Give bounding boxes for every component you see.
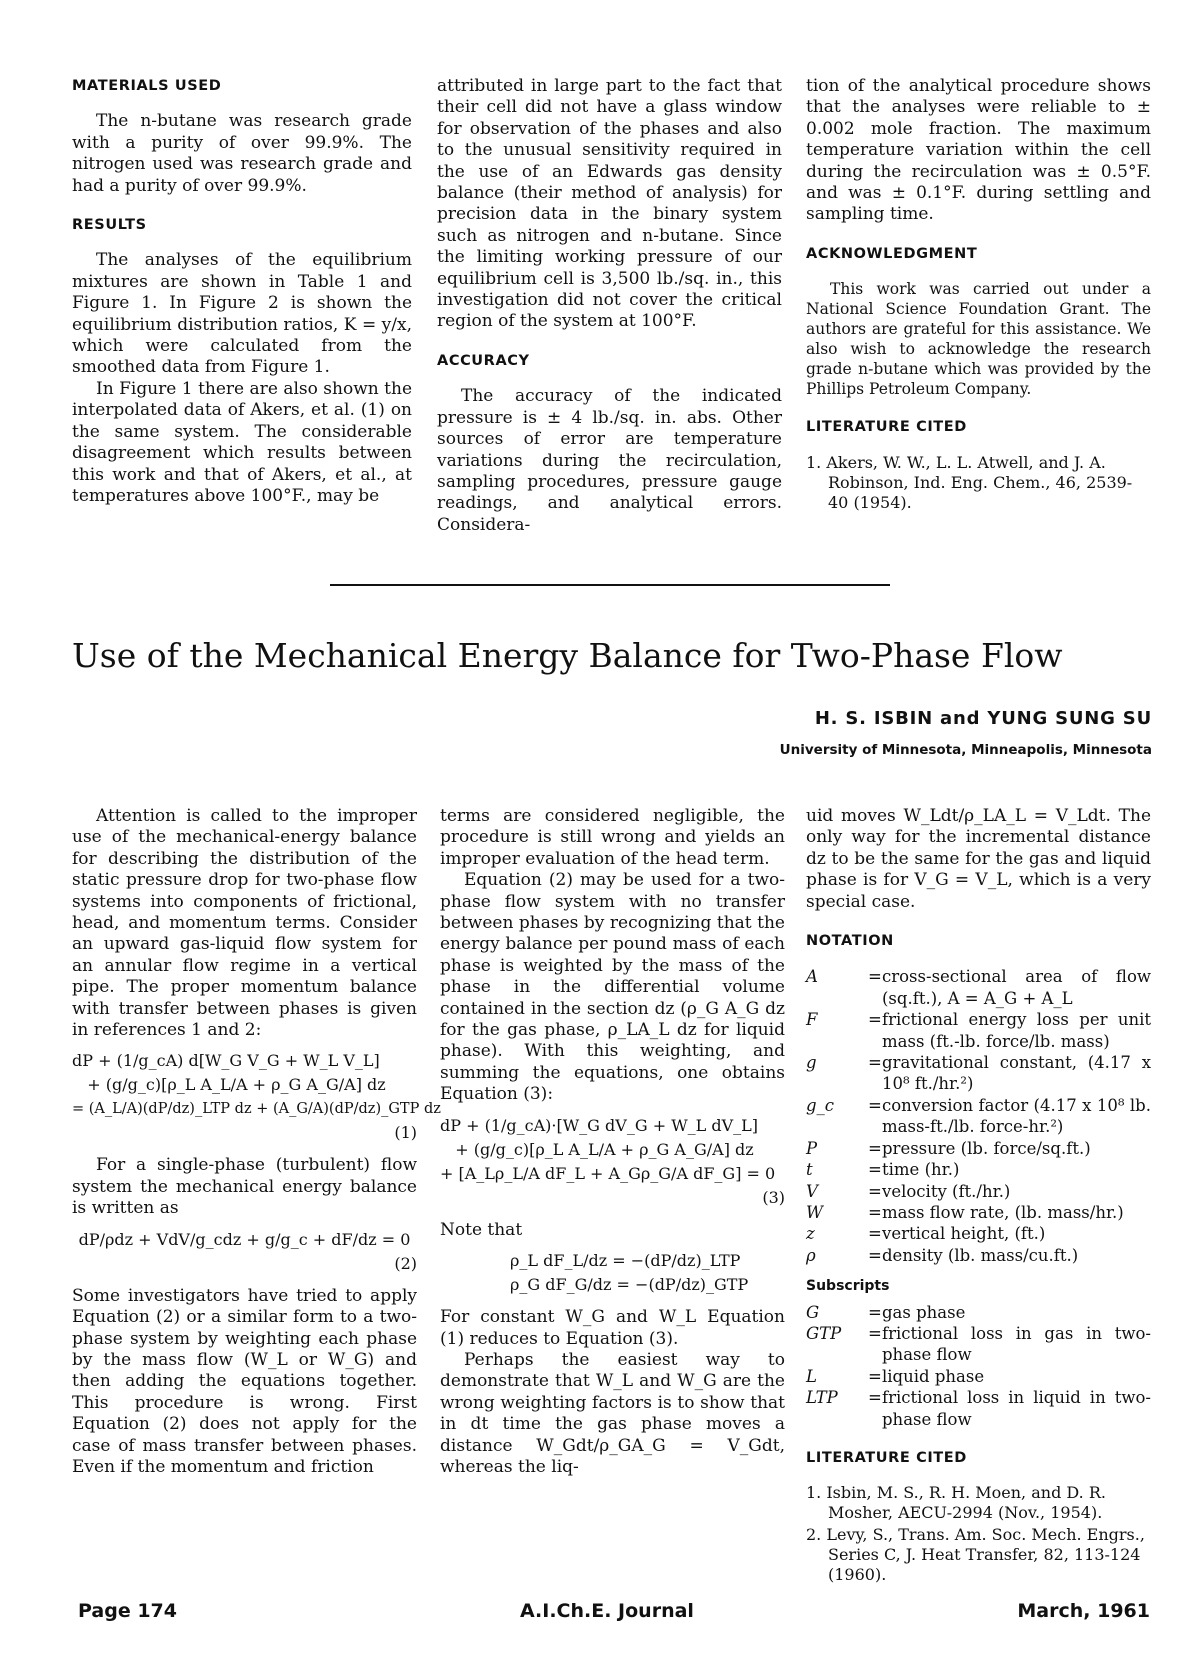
literature-cited-heading-top: LITERATURE CITED <box>806 419 967 436</box>
bottom-column-1 <box>72 806 441 1478</box>
notation-row <box>806 1159 1151 1180</box>
equals-sign: = <box>868 1323 882 1343</box>
equals-sign: = <box>868 1366 882 1386</box>
notation-symbol: W <box>806 1202 823 1222</box>
notation-row <box>806 1223 1151 1244</box>
equation-2-line: dP/ρdz + VdV/g_cdz + g/g_c + dF/dz = 0 <box>78 1229 411 1249</box>
top-col3-paragraph: tion of the analytical procedure shows that the analyses were reliable to ± 0.002 mole fraction. The maximum temperature variation within the cell during the recirculation was ± 0.5°F. and was ± 0.1°F. during settling and sampling time. <box>806 76 1151 225</box>
subscript-row <box>806 1387 1151 1430</box>
equation-3 <box>440 1114 785 1210</box>
equation-1-line-1: dP + (1/g_cA) d[W_G V_G + W_L V_L] <box>72 1051 380 1071</box>
equals-sign: = <box>868 1138 882 1158</box>
notation-symbol: A <box>806 967 818 987</box>
notation-symbol: GTP <box>806 1323 842 1343</box>
equation-3-line-1: dP + (1/g_cA)·[W_G dV_G + W_L dV_L] <box>440 1115 759 1135</box>
equation-3-line-2: + (g/g_c)[ρ_L A_L/A + ρ_G A_G/A] dz <box>440 1139 754 1159</box>
col2-paragraph-2: Equation (2) may be used for a two-phase flow system with no transfer between phases by recognizing that the energy balance per pound mass of each phase is weighted by the mass of the phase in the differential volume contained in the section dz (ρ_G A_G dz for the gas phase, ρ_LA_L dz for liquid phase). With this weighting, and summing the equations, one obtains Equation (3): <box>440 870 785 1105</box>
notation-definition: cross-sectional area of flow (sq.ft.), A = A_G + A_L <box>882 967 1151 1008</box>
notation-definition: density (lb. mass/cu.ft.) <box>882 1245 1079 1265</box>
top-col2-paragraph: attributed in large part to the fact that their cell did not have a glass window for observation of the phases and also to the unusual sensitivity required in the use of an Edwards gas density balance (their method of analysis) for precision data in the binary system such as nitrogen and n-butane. Since the limiting working pressure of our equilibrium cell is 3,500 lb./sq. in., this investigation did not cover the critical region of the system at 100°F. <box>437 76 782 332</box>
notation-row <box>806 1138 1151 1159</box>
notation-definition: frictional loss in gas in two-phase flow <box>882 1323 1151 1365</box>
equation-1 <box>72 1049 441 1145</box>
accuracy-heading: ACCURACY <box>437 352 530 369</box>
intro-paragraph: Attention is called to the improper use of the mechanical-energy balance for describing the distribution of the static pressure drop for two-phase flow systems into components of frictional, head, and momentum terms. Consider an upward gas-liquid flow system for an annular flow regime in a vertical pipe. The proper momentum balance with transfer between phases is given in references 1 and 2: <box>72 806 417 1041</box>
notation-symbol: g_c <box>806 1095 835 1115</box>
equals-sign: = <box>868 1160 882 1180</box>
notation-row <box>806 1095 1151 1138</box>
acknowledgment-heading: ACKNOWLEDGMENT <box>806 245 978 262</box>
results-paragraph-1: The analyses of the equilibrium mixtures are shown in Table 1 and Figure 1. In Figure 2 is shown the equilibrium distribution ratios, K = y/x, which were calculated from the smoothed data from Figure 1. <box>72 250 412 378</box>
notation-symbol: L <box>806 1366 817 1386</box>
equation-1-line-2: + (g/g_c)[ρ_L A_L/A + ρ_G A_G/A] dz <box>72 1075 386 1095</box>
equation-1-line-3: = (A_L/A)(dP/dz)_LTP dz + (A_G/A)(dP/dz)_GTP dz <box>72 1101 441 1118</box>
subscript-row <box>806 1302 1151 1323</box>
notation-symbol: ρ <box>806 1245 816 1265</box>
notation-definition: velocity (ft./hr.) <box>882 1181 1011 1201</box>
notation-row <box>806 1052 1151 1095</box>
reference-list-bottom <box>806 1483 1151 1585</box>
equation-2 <box>72 1228 417 1276</box>
article-affiliation: University of Minnesota, Minneapolis, Minnesota <box>779 742 1152 758</box>
notation-definition: frictional energy loss per unit mass (ft.-lb. force/lb. mass) <box>882 1010 1151 1051</box>
equation-1-number: (1) <box>394 1123 417 1143</box>
reference-item: 1. Akers, W. W., L. L. Atwell, and J. A. Robinson, Ind. Eng. Chem., 46, 2539-40 (1954). <box>806 452 1133 512</box>
notation-symbol: z <box>806 1224 815 1244</box>
top-column-1 <box>72 76 412 507</box>
section-divider <box>330 584 890 586</box>
notation-definition: pressure (lb. force/sq.ft.) <box>882 1138 1091 1158</box>
col3-paragraph-1: uid moves W_Ldt/ρ_LA_L = V_Ldt. The only way for the incremental distance dz to be the same for the gas and liquid phase is for V_G = V_L, which is a very special case. <box>806 806 1151 912</box>
subscripts-table <box>806 1302 1151 1430</box>
equals-sign: = <box>868 1053 882 1073</box>
notation-definition: vertical height, (ft.) <box>882 1224 1046 1244</box>
equation-3-line-3: + [A_Lρ_L/A dF_L + A_Gρ_G/A dF_G] = 0 <box>440 1163 776 1183</box>
bottom-column-2 <box>440 806 785 1478</box>
equation-4-line-2: ρ_G dF_G/dz = −(dP/dz)_GTP <box>510 1275 749 1295</box>
equals-sign: = <box>868 967 882 987</box>
single-phase-paragraph: For a single-phase (turbulent) flow system the mechanical energy balance is written as <box>72 1155 417 1219</box>
equals-sign: = <box>868 1095 882 1115</box>
notation-symbol: g <box>806 1053 817 1073</box>
article-title: Use of the Mechanical Energy Balance for Two-Phase Flow <box>72 636 1063 675</box>
notation-symbol: LTP <box>806 1388 838 1408</box>
notation-definition: gravitational constant, (4.17 x 10⁸ ft./hr.²) <box>882 1053 1151 1094</box>
col2-paragraph-1: terms are considered negligible, the procedure is still wrong and yields an improper evaluation of the head term. <box>440 806 785 869</box>
equation-3-number: (3) <box>762 1187 785 1207</box>
notation-row <box>806 1181 1151 1202</box>
equation-2-number: (2) <box>394 1253 417 1273</box>
reference-list-top <box>806 453 1151 513</box>
equals-sign: = <box>868 1181 882 1201</box>
notation-row <box>806 966 1151 1009</box>
investigators-paragraph: Some investigators have tried to apply Equation (2) or a similar form to a two-phase system by weighting each phase by the mass flow (W_L or W_G) and then adding the equations together. This procedure is wrong. First Equation (2) does not apply for the case of mass transfer between phases. Even if the momentum and friction <box>72 1285 417 1477</box>
notation-row <box>806 1245 1151 1266</box>
top-column-3 <box>806 76 1151 515</box>
notation-definition: mass flow rate, (lb. mass/hr.) <box>882 1202 1124 1222</box>
reference-item: 2. Levy, S., Trans. Am. Soc. Mech. Engrs., Series C, J. Heat Transfer, 82, 113-124 (1960). <box>806 1525 1145 1585</box>
notation-definition: gas phase <box>882 1302 966 1322</box>
results-heading: RESULTS <box>72 217 147 234</box>
equals-sign: = <box>868 1010 882 1030</box>
subscripts-heading: Subscripts <box>806 1278 890 1295</box>
footer-page-number: Page 174 <box>78 1600 177 1622</box>
notation-definition: conversion factor (4.17 x 10⁸ lb. mass-ft./lb. force-hr.²) <box>882 1095 1151 1137</box>
acknowledgment-text: This work was carried out under a National Science Foundation Grant. The authors are grateful for this assistance. We also wish to acknowledge the research grade n-butane which was provided by the Phillips Petroleum Company. <box>806 280 1151 399</box>
notation-symbol: P <box>806 1138 818 1158</box>
notation-row <box>806 1202 1151 1223</box>
materials-heading: MATERIALS USED <box>72 78 222 94</box>
equation-4 <box>440 1249 785 1297</box>
equals-sign: = <box>868 1224 882 1244</box>
notation-table <box>806 966 1151 1266</box>
equals-sign: = <box>868 1302 882 1322</box>
notation-symbol: V <box>806 1181 818 1201</box>
col2-paragraph-4: Perhaps the easiest way to demonstrate that W_L and W_G are the wrong weighting factors is to show that in dt time the gas phase moves a distance W_Gdt/ρ_GA_G = V_Gdt, whereas the liq- <box>440 1349 785 1477</box>
footer-date: March, 1961 <box>1017 1600 1150 1622</box>
notation-definition: frictional loss in liquid in two-phase flow <box>882 1388 1151 1429</box>
subscript-row <box>806 1366 1151 1387</box>
note-that: Note that <box>440 1219 523 1240</box>
equals-sign: = <box>868 1388 882 1408</box>
col2-paragraph-3: For constant W_G and W_L Equation (1) reduces to Equation (3). <box>440 1307 785 1349</box>
subscript-row <box>806 1323 1151 1366</box>
notation-symbol: G <box>806 1302 820 1322</box>
notation-row <box>806 1009 1151 1052</box>
equation-4-line-1: ρ_L dF_L/dz = −(dP/dz)_LTP <box>510 1251 741 1271</box>
notation-heading: NOTATION <box>806 933 894 950</box>
top-column-2 <box>437 76 782 536</box>
notation-definition: liquid phase <box>882 1366 985 1386</box>
notation-symbol: t <box>806 1160 813 1180</box>
notation-definition: time (hr.) <box>882 1160 960 1180</box>
article-authors: H. S. ISBIN and YUNG SUNG SU <box>814 708 1152 729</box>
equals-sign: = <box>868 1202 882 1222</box>
accuracy-text: The accuracy of the indicated pressure is ± 4 lb./sq. in. abs. Other sources of error are temperature variations during the recirculation, sampling procedures, pressure gauge readings, and analytical errors. Considera- <box>437 386 782 535</box>
literature-cited-heading-bottom: LITERATURE CITED <box>806 1449 967 1466</box>
footer-journal: A.I.Ch.E. Journal <box>520 1600 694 1622</box>
reference-item: 1. Isbin, M. S., R. H. Moen, and D. R. Mosher, AECU-2994 (Nov., 1954). <box>806 1483 1106 1523</box>
results-paragraph-2: In Figure 1 there are also shown the interpolated data of Akers, et al. (1) on the same system. The considerable disagreement which results between this work and that of Akers, et al., at temperatures above 100°F., may be <box>72 378 412 506</box>
bottom-column-3 <box>806 806 1151 1587</box>
notation-symbol: F <box>806 1010 818 1030</box>
equals-sign: = <box>868 1245 882 1265</box>
materials-text: The n-butane was research grade with a purity of over 99.9%. The nitrogen used was research grade and had a purity of over 99.9%. <box>72 111 412 196</box>
